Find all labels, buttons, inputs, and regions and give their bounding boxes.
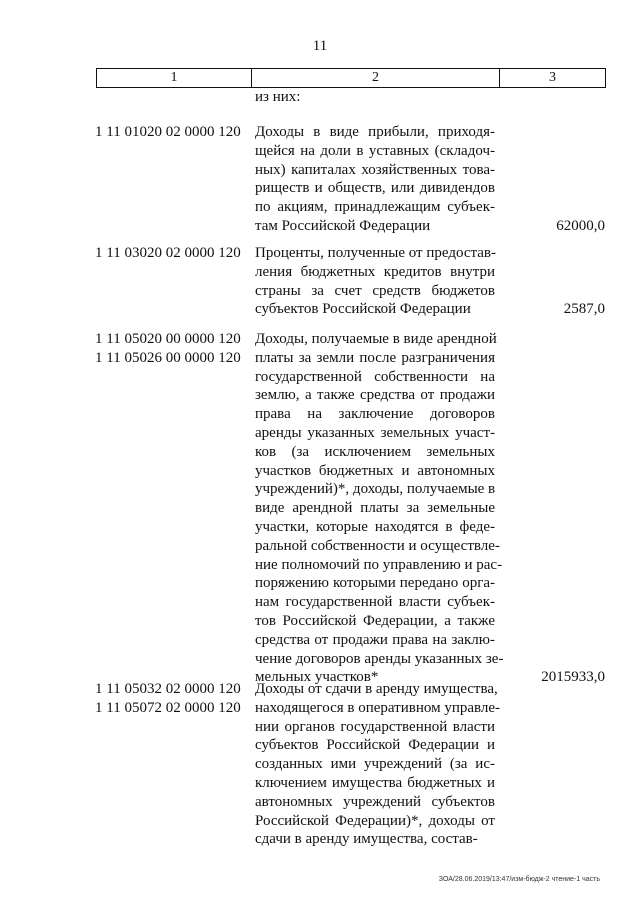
description-line: ков (за исключением земельных [255, 443, 495, 460]
description-line: созданных ими учреждений (за ис- [255, 756, 495, 773]
amount: 62000,0 [556, 218, 605, 234]
description-line: Российской Федерации)*, доходы от [255, 812, 495, 829]
description-line: страны за счет средств бюджетов [255, 282, 495, 299]
description-line: Доходы, получаемые в виде арендной [255, 331, 497, 347]
description-line: государственной собственности на [255, 368, 495, 385]
budget-code: 1 11 01020 02 0000 120 [95, 124, 241, 140]
description-line: учреждений)*, доходы, получаемые в [255, 481, 496, 498]
description-line: платы за земли после разграничения [255, 349, 495, 366]
description-line: нии органов государственной власти [255, 718, 495, 735]
description-line: поряжению которыми передано орга- [255, 575, 495, 592]
description-line: участков бюджетных и автономных [255, 462, 495, 479]
description-line: чение договоров аренды указанных зе- [255, 650, 504, 667]
description-line: Доходы от сдачи в аренду имущества, [255, 681, 498, 697]
income-description [255, 123, 495, 236]
intro-text: из них: [255, 89, 301, 105]
column-header-1: 1 [97, 69, 252, 87]
budget-codes [95, 244, 255, 263]
description-line: риществ и обществ, или дивидендов [255, 180, 495, 197]
budget-codes [95, 330, 255, 368]
description-line: ления бюджетных кредитов внутри [255, 263, 495, 280]
description-line: сдачи в аренду имущества, состав- [255, 831, 478, 848]
description-line: землю, а также средства от продажи [255, 387, 495, 404]
description-line: по акциям, принадлежащим субъек- [255, 199, 495, 216]
description-line: ных) капиталах хозяйственных това- [255, 161, 495, 178]
description-line: ральной собственности и осуществле- [255, 537, 500, 554]
description-line: аренды указанных земельных участ- [255, 424, 495, 441]
description-line: тов Российской Федерации, а также [255, 612, 495, 629]
column-header-2: 2 [252, 69, 500, 87]
column-header-3: 3 [549, 70, 556, 85]
description-line: нам государственной власти субъек- [255, 594, 495, 611]
description-line: средства от продажи права на заклю- [255, 631, 495, 648]
amount: 2587,0 [563, 301, 605, 318]
description-line: мельных участков* [255, 669, 379, 686]
description-line: Доходы в виде прибыли, приходя- [255, 124, 495, 140]
description-line: Проценты, полученные от предостав- [255, 245, 496, 261]
budget-code: 1 11 05072 02 0000 120 [95, 699, 241, 716]
description-line: субъектов Российской Федерации и [255, 737, 495, 754]
budget-codes [95, 680, 255, 718]
description-line: автономных учреждений субъектов [255, 793, 495, 810]
amount: 2015933,0 [541, 669, 605, 686]
income-description [255, 680, 501, 849]
budget-code: 1 11 05026 00 0000 120 [95, 349, 241, 366]
description-line: там Российской Федерации [255, 217, 431, 234]
budget-code: 1 11 05032 02 0000 120 [95, 681, 241, 697]
description-line: участки, которые находятся в феде- [255, 518, 495, 535]
budget-code: 1 11 03020 02 0000 120 [95, 245, 241, 261]
description-line: щейся на доли в уставных (складоч- [255, 142, 495, 159]
description-line: ние полномочий по управлению и рас- [255, 556, 503, 573]
footer-stamp: ЗОА/28.06.2019/13:47/изм-бюдж-2 чтение-1 часть [438, 876, 600, 883]
income-description [255, 330, 504, 687]
budget-code: 1 11 05020 00 0000 120 [95, 331, 241, 347]
description-line: находящегося в оперативном управле- [255, 699, 501, 716]
page-number: 11 [312, 38, 328, 54]
description-line: субъектов Российской Федерации [255, 301, 471, 318]
description-line: виде арендной платы за земельные [255, 500, 495, 517]
column-header-row [96, 68, 606, 88]
description-line: права на заключение договоров [255, 406, 495, 423]
budget-codes [95, 123, 255, 142]
income-description [255, 244, 495, 319]
description-line: ключением имущества бюджетных и [255, 774, 495, 791]
